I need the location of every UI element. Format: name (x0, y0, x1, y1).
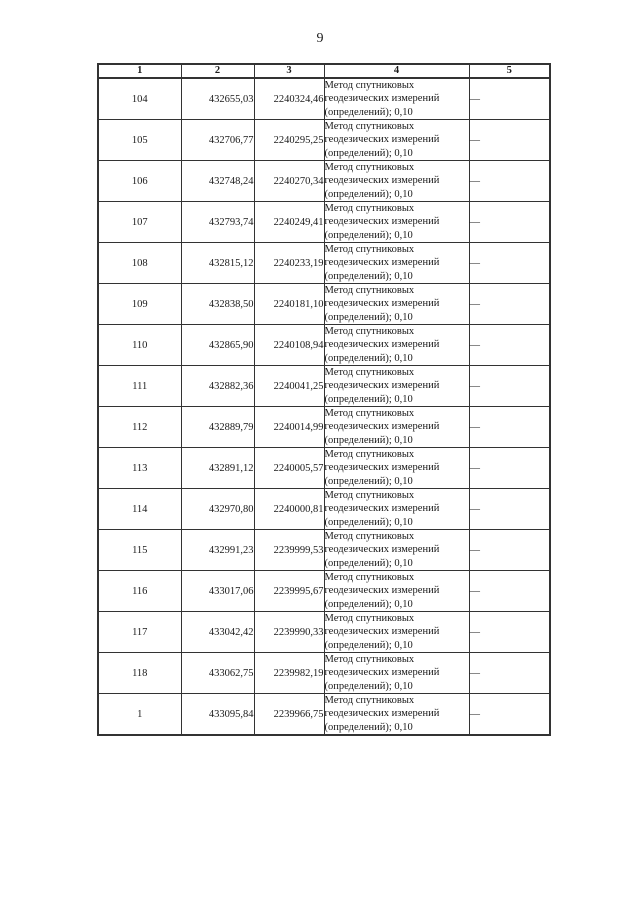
y-coordinate: 2239995,67 (254, 571, 324, 612)
x-coordinate: 432991,23 (181, 530, 254, 571)
x-coordinate: 432793,74 (181, 202, 254, 243)
x-coordinate: 433042,42 (181, 612, 254, 653)
method-line: геодезических измерений (324, 626, 440, 638)
method-line: (определений); 0,10 (324, 188, 413, 200)
method-line: геодезических измерений (324, 544, 440, 556)
x-coordinate: 433095,84 (181, 694, 254, 736)
table-row (98, 489, 550, 530)
method-line: Метод спутниковых (324, 613, 415, 625)
table-row (98, 202, 550, 243)
method-cell (324, 694, 469, 736)
method-line: геодезических измерений (324, 462, 440, 474)
coordinates-table (97, 63, 551, 736)
method-line: геодезических измерений (324, 257, 440, 269)
y-coordinate: 2239966,75 (254, 694, 324, 736)
method-cell (324, 120, 469, 161)
point-number: 115 (98, 530, 181, 571)
table-header-row (98, 64, 550, 78)
y-coordinate: 2240270,34 (254, 161, 324, 202)
method-line: Метод спутниковых (324, 285, 415, 297)
x-coordinate: 432889,79 (181, 407, 254, 448)
note-cell: — (469, 284, 550, 325)
note-cell: — (469, 202, 550, 243)
note-cell: — (469, 448, 550, 489)
table-row (98, 571, 550, 612)
method-line: Метод спутниковых (324, 80, 415, 92)
method-line: (определений); 0,10 (324, 680, 413, 692)
method-line: геодезических измерений (324, 339, 440, 351)
x-coordinate: 433062,75 (181, 653, 254, 694)
method-line: (определений); 0,10 (324, 147, 413, 159)
method-cell (324, 530, 469, 571)
y-coordinate: 2240000,81 (254, 489, 324, 530)
y-coordinate: 2240014,99 (254, 407, 324, 448)
method-line: геодезических измерений (324, 667, 440, 679)
note-cell: — (469, 653, 550, 694)
note-cell: — (469, 78, 550, 120)
note-cell: — (469, 120, 550, 161)
y-coordinate: 2240108,94 (254, 325, 324, 366)
x-coordinate: 432706,77 (181, 120, 254, 161)
header-col-3: 3 (254, 64, 324, 78)
method-line: геодезических измерений (324, 708, 440, 720)
method-cell (324, 78, 469, 120)
method-line: (определений); 0,10 (324, 229, 413, 241)
x-coordinate: 433017,06 (181, 571, 254, 612)
method-line: (определений); 0,10 (324, 270, 413, 282)
x-coordinate: 432865,90 (181, 325, 254, 366)
note-cell: — (469, 407, 550, 448)
x-coordinate: 432655,03 (181, 78, 254, 120)
point-number: 116 (98, 571, 181, 612)
table-row (98, 366, 550, 407)
method-line: геодезических измерений (324, 298, 440, 310)
method-line: (определений); 0,10 (324, 106, 413, 118)
point-number: 109 (98, 284, 181, 325)
header-col-1: 1 (98, 64, 181, 78)
y-coordinate: 2240233,19 (254, 243, 324, 284)
table-row (98, 243, 550, 284)
method-line: (определений); 0,10 (324, 311, 413, 323)
method-cell (324, 202, 469, 243)
method-line: (определений); 0,10 (324, 434, 413, 446)
method-line: (определений); 0,10 (324, 639, 413, 651)
method-line: Метод спутниковых (324, 572, 415, 584)
method-line: геодезических измерений (324, 421, 440, 433)
method-line: Метод спутниковых (324, 449, 415, 461)
table-body (98, 78, 550, 735)
note-cell: — (469, 571, 550, 612)
method-line: Метод спутниковых (324, 367, 415, 379)
point-number: 111 (98, 366, 181, 407)
method-line: (определений); 0,10 (324, 516, 413, 528)
method-cell (324, 325, 469, 366)
method-cell (324, 612, 469, 653)
table-row (98, 325, 550, 366)
x-coordinate: 432815,12 (181, 243, 254, 284)
note-cell: — (469, 694, 550, 736)
method-line: Метод спутниковых (324, 162, 415, 174)
method-line: Метод спутниковых (324, 695, 415, 707)
note-cell: — (469, 243, 550, 284)
method-cell (324, 366, 469, 407)
method-line: геодезических измерений (324, 380, 440, 392)
point-number: 106 (98, 161, 181, 202)
point-number: 118 (98, 653, 181, 694)
table-row (98, 161, 550, 202)
method-cell (324, 448, 469, 489)
method-line: Метод спутниковых (324, 203, 415, 215)
method-line: геодезических измерений (324, 216, 440, 228)
table-row (98, 78, 550, 120)
method-line: (определений); 0,10 (324, 393, 413, 405)
table-row (98, 120, 550, 161)
method-cell (324, 653, 469, 694)
point-number: 113 (98, 448, 181, 489)
method-line: (определений); 0,10 (324, 557, 413, 569)
point-number: 114 (98, 489, 181, 530)
y-coordinate: 2240005,57 (254, 448, 324, 489)
method-line: (определений); 0,10 (324, 352, 413, 364)
point-number: 117 (98, 612, 181, 653)
method-line: Метод спутниковых (324, 121, 415, 133)
method-line: (определений); 0,10 (324, 475, 413, 487)
x-coordinate: 432748,24 (181, 161, 254, 202)
y-coordinate: 2240181,10 (254, 284, 324, 325)
x-coordinate: 432970,80 (181, 489, 254, 530)
method-line: Метод спутниковых (324, 654, 415, 666)
method-line: Метод спутниковых (324, 531, 415, 543)
table-row (98, 448, 550, 489)
y-coordinate: 2239999,53 (254, 530, 324, 571)
method-line: геодезических измерений (324, 585, 440, 597)
table-row (98, 530, 550, 571)
y-coordinate: 2240324,46 (254, 78, 324, 120)
note-cell: — (469, 325, 550, 366)
method-line: Метод спутниковых (324, 326, 415, 338)
note-cell: — (469, 161, 550, 202)
y-coordinate: 2239990,33 (254, 612, 324, 653)
method-cell (324, 489, 469, 530)
point-number: 110 (98, 325, 181, 366)
table-row (98, 407, 550, 448)
x-coordinate: 432891,12 (181, 448, 254, 489)
header-col-4: 4 (324, 64, 469, 78)
table-row (98, 694, 550, 736)
note-cell: — (469, 612, 550, 653)
method-line: геодезических измерений (324, 503, 440, 515)
method-cell (324, 571, 469, 612)
method-line: (определений); 0,10 (324, 721, 413, 733)
method-cell (324, 407, 469, 448)
method-line: геодезических измерений (324, 175, 440, 187)
method-line: геодезических измерений (324, 134, 440, 146)
point-number: 108 (98, 243, 181, 284)
table-row (98, 653, 550, 694)
note-cell: — (469, 366, 550, 407)
method-cell (324, 161, 469, 202)
method-line: Метод спутниковых (324, 244, 415, 256)
header-col-2: 2 (181, 64, 254, 78)
note-cell: — (469, 530, 550, 571)
y-coordinate: 2240249,41 (254, 202, 324, 243)
method-line: Метод спутниковых (324, 408, 415, 420)
table-row (98, 284, 550, 325)
method-line: Метод спутниковых (324, 490, 415, 502)
point-number: 112 (98, 407, 181, 448)
point-number: 104 (98, 78, 181, 120)
note-cell: — (469, 489, 550, 530)
method-line: геодезических измерений (324, 93, 440, 105)
page-number: 9 (316, 31, 324, 46)
table-row (98, 612, 550, 653)
method-cell (324, 284, 469, 325)
point-number: 105 (98, 120, 181, 161)
point-number: 107 (98, 202, 181, 243)
y-coordinate: 2240041,25 (254, 366, 324, 407)
header-col-5: 5 (469, 64, 550, 78)
y-coordinate: 2240295,25 (254, 120, 324, 161)
x-coordinate: 432882,36 (181, 366, 254, 407)
method-cell (324, 243, 469, 284)
point-number: 1 (98, 694, 181, 736)
method-line: (определений); 0,10 (324, 598, 413, 610)
y-coordinate: 2239982,19 (254, 653, 324, 694)
x-coordinate: 432838,50 (181, 284, 254, 325)
